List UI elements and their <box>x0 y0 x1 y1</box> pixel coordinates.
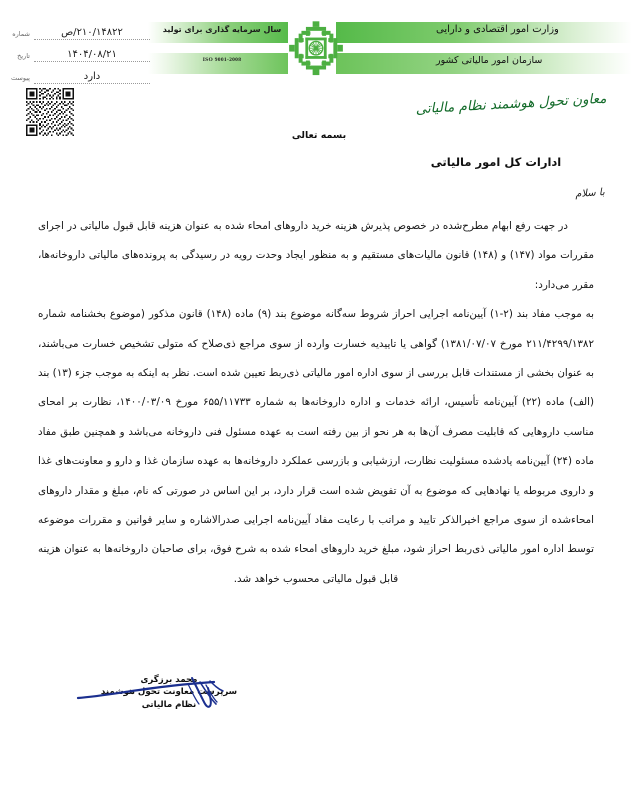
body-paragraph: به موجب مفاد بند (۲-۱) آیین‌نامه اجرایی احراز شروط سه‌گانه موضوع بند (۹) ماده (۱۴۸) قانون مذکور (موضوع بخشنامه شماره ۲۱۱/۴۲۹۹/۱۳۸۲ مورخ ۱۳۸۱/۰۷/۰۷) گواهی یا تاییدیه خسارت وارده از سوی مراجع ذی‌صلاح که متولی تشخیص خسارت می‌باشند، به عنوان بخشی از مستندات قابل بررسی از سوی اداره امور مالیاتی ذی‌ربط تعیین شده است. نظر به اینکه به موجب جزء (۱۳) بند (الف) ماده (۲۲) آیین‌نامه تأسیس، ارائه خدمات و اداره داروخانه‌ها به شماره ۶۵۵/۱۱۷۳۳ مورخ ۱۴۰۰/۰۳/۰۹، نظارت بر امحای مناسب داروهایی که قابلیت مصرف آن‌ها به هر نحو از بین رفته است به عهده مسئول فنی داروخانه می‌باشد و همچنین طبق مفاد ماده (۲۴) آیین‌نامه یادشده مسئولیت نظارت، ارزشیابی و بازرسی عملکرد داروخانه‌ها به عهده سازمان غذا و دارو و معاونت‌های غذا و داروی مربوطه یا نهادهایی که موضوع به آن تفویض شده است قرار دارد، بر این اساس در صورتی که نام، مبلغ و مقدار داروهای امحاء‌شده از سوی مراجع اخیرالذکر تایید و مراتب با رعایت مفاد آیین‌نامه اجرایی صدرالاشاره و سایر قوانین و مقررات موضوعه توسط اداره امور مالیاتی ذی‌ربط احراز شود، مبلغ خرید داروهای امحاء شده به شرح فوق، برای صاحبان داروخانه‌ها به عنوان هزینه قابل قبول مالیاتی محسوب خواهد شد. <box>38 308 595 585</box>
letter-attachment-label: پیوست <box>11 74 30 82</box>
meta-row <box>8 62 150 84</box>
signatory-name: محمد برزگری <box>140 675 198 685</box>
body-paragraph: در جهت رفع ابهام مطرح‌شده در خصوص پذیرش هزینه خرید داروهای امحاء شده به عنوان هزینه قابل قبول مالیاتی در اجرای مقررات مواد (۱۴۷) و (۱۴۸) قانون مالیات‌های مستقیم و به منظور ایجاد وحدت رویه در رسیدگی به پرونده‌های مالیاتی داروخانه‌ها، مقرر می‌دارد: <box>38 220 595 291</box>
meta-row <box>8 18 150 40</box>
organization-name: سازمان امور مالیاتی کشور <box>436 55 543 66</box>
meta-row <box>8 40 150 62</box>
basmala: بسمه تعالی <box>291 130 347 141</box>
iso-certification-text: ISO 9001-2008 <box>202 57 242 63</box>
letter-attachment-value: دارد <box>34 71 150 84</box>
letter-number-label: شماره <box>12 30 30 38</box>
verification-qr-code-icon[interactable] <box>26 88 74 136</box>
letter-date-value: ۱۴۰۴/۰۸/۲۱ <box>34 49 150 62</box>
slogan-text: سال سرمایه گذاری برای تولید <box>162 25 282 34</box>
addressee: ادارات کل امور مالیاتی <box>430 155 562 169</box>
letter-date-label: تاریخ <box>17 52 30 60</box>
signatory-title-line-1: سرپرست معاونت تحول هوشمند <box>100 687 238 697</box>
signature-block <box>78 674 260 712</box>
signatory-title-line-2: نظام مالیاتی <box>141 700 197 710</box>
letter-meta-fields <box>8 18 150 84</box>
deputy-department-script: معاون تحول هوشمند نظام مالیاتی <box>415 90 607 118</box>
ministry-name: وزارت امور اقتصادی و دارایی <box>436 24 559 35</box>
inta-emblem-icon <box>288 20 344 82</box>
greeting-script: با سلام <box>574 186 606 201</box>
letter-body <box>38 212 594 594</box>
letter-number-value: ۲۱۰/۱۴۸۲۲/ص <box>34 27 150 40</box>
letterhead <box>0 14 632 92</box>
